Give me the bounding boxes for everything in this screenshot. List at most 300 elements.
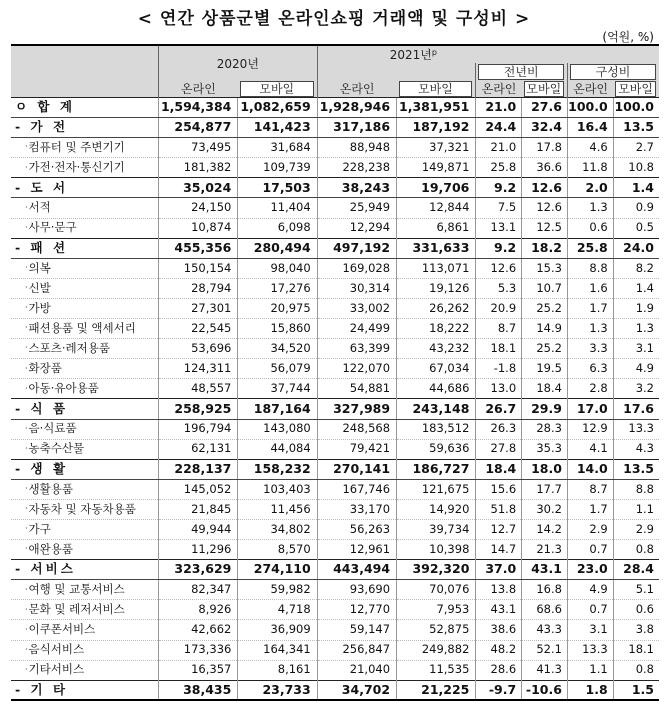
bullet-icon: ·	[25, 544, 28, 554]
cell-share-mobile: 10.8	[613, 158, 659, 178]
cell-mobile-2020: 11,404	[238, 198, 317, 218]
cell-mobile-2021: 19,126	[397, 278, 476, 298]
cell-online-2020: 196,794	[159, 419, 238, 439]
row-label-text: 사무·문구	[28, 220, 77, 235]
cell-online-2021: 93,690	[317, 580, 396, 600]
cell-share-online: 2.9	[567, 519, 613, 539]
table-row-subcategory	[11, 620, 659, 640]
row-label-text: 음·식료품	[28, 421, 77, 436]
table-row-category	[11, 118, 659, 138]
cell-mobile-2021: 26,262	[397, 298, 476, 318]
cell-online-2020: 22,545	[159, 319, 238, 339]
cell-online-2020: 150,154	[159, 258, 238, 278]
cell-share-online: 1.8	[567, 680, 613, 700]
cell-mobile-2020: 37,744	[238, 379, 317, 399]
cell-online-2021: 169,028	[317, 258, 396, 278]
bullet-icon: ·	[25, 303, 28, 313]
row-label	[11, 640, 159, 660]
cell-share-mobile: 3.1	[613, 339, 659, 359]
cell-share-mobile: 1.5	[613, 680, 659, 700]
cell-online-2020: 73,495	[159, 138, 238, 158]
row-label	[11, 258, 159, 278]
cell-share-mobile: 3.8	[613, 620, 659, 640]
cell-share-mobile: 24.0	[613, 238, 659, 258]
cell-mobile-2021: 1,381,951	[397, 98, 476, 118]
cell-yoy-mobile: 36.6	[522, 158, 568, 178]
row-label	[11, 319, 159, 339]
cell-mobile-2021: 10,398	[397, 540, 476, 560]
cell-mobile-2020: 44,084	[238, 439, 317, 459]
row-label-text: 패션용품 및 액세서리	[28, 320, 136, 335]
row-label	[11, 218, 159, 238]
row-label: ㅇ 합 계	[11, 98, 159, 118]
cell-online-2021: 25,949	[317, 198, 396, 218]
cell-online-2021: 270,141	[317, 459, 396, 479]
row-label-text: 문화 및 레저서비스	[28, 602, 125, 617]
row-label	[11, 660, 159, 680]
bullet-icon: ·	[25, 222, 28, 232]
header-2021-online-text: 온라인	[339, 82, 375, 96]
header-year-2020	[159, 45, 318, 81]
row-label	[11, 600, 159, 620]
cell-yoy-mobile: 15.3	[522, 258, 568, 278]
row-label-text: 이쿠폰서비스	[28, 622, 96, 637]
cell-yoy-online: -9.7	[476, 680, 522, 700]
cell-yoy-online: 21.0	[476, 98, 522, 118]
cell-mobile-2020: 34,802	[238, 519, 317, 539]
cell-share-mobile: 5.1	[613, 580, 659, 600]
cell-mobile-2021: 149,871	[397, 158, 476, 178]
row-label-text: 가방	[28, 300, 51, 315]
cell-yoy-online: 21.0	[476, 138, 522, 158]
cell-online-2021: 24,499	[317, 319, 396, 339]
cell-mobile-2020: 34,520	[238, 339, 317, 359]
row-label-text: 자동차 및 자동차용품	[28, 501, 136, 516]
cell-yoy-mobile: 41.3	[522, 660, 568, 680]
header-share-text: 구성비	[570, 64, 656, 80]
cell-online-2020: 42,662	[159, 620, 238, 640]
row-label-text: 기타서비스	[28, 662, 85, 677]
header-yoy-mobile-text: 모바일	[524, 81, 564, 97]
cell-yoy-online: -1.8	[476, 359, 522, 379]
cell-mobile-2020: 109,739	[238, 158, 317, 178]
cell-share-mobile: 4.9	[613, 359, 659, 379]
header-yoy-mobile	[522, 81, 568, 98]
table-row-subcategory	[11, 198, 659, 218]
cell-share-mobile: 1.3	[613, 319, 659, 339]
cell-share-online: 100.0	[567, 98, 613, 118]
cell-yoy-mobile: 16.8	[522, 580, 568, 600]
row-label	[11, 138, 159, 158]
cell-online-2021: 12,294	[317, 218, 396, 238]
cell-online-2020: 10,874	[159, 218, 238, 238]
cell-share-mobile: 100.0	[613, 98, 659, 118]
cell-yoy-online: 12.7	[476, 519, 522, 539]
cell-mobile-2020: 98,040	[238, 258, 317, 278]
table-row-subcategory	[11, 298, 659, 318]
table-row-subcategory	[11, 158, 659, 178]
bullet-icon: ·	[25, 443, 28, 453]
table-row-subcategory	[11, 519, 659, 539]
cell-yoy-online: 7.5	[476, 198, 522, 218]
header-year-2021-text: 2021년	[389, 47, 432, 62]
header-share-mobile-text: 모바일	[615, 81, 656, 97]
cell-mobile-2021: 183,512	[397, 419, 476, 439]
cell-online-2021: 228,238	[317, 158, 396, 178]
cell-mobile-2021: 52,875	[397, 620, 476, 640]
cell-mobile-2020: 8,161	[238, 660, 317, 680]
cell-mobile-2021: 249,882	[397, 640, 476, 660]
cell-online-2020: 455,356	[159, 238, 238, 258]
row-label	[11, 439, 159, 459]
cell-yoy-mobile: 29.9	[522, 399, 568, 419]
cell-online-2020: 38,435	[159, 680, 238, 700]
cell-share-mobile: 8.2	[613, 258, 659, 278]
cell-share-mobile: 17.6	[613, 399, 659, 419]
cell-share-online: 25.8	[567, 238, 613, 258]
cell-mobile-2021: 37,321	[397, 138, 476, 158]
table-header	[11, 45, 659, 98]
header-share-online	[567, 81, 613, 98]
cell-share-online: 1.1	[567, 660, 613, 680]
cell-online-2020: 8,926	[159, 600, 238, 620]
table-row-subcategory	[11, 600, 659, 620]
table-row-category	[11, 178, 659, 198]
cell-mobile-2020: 8,570	[238, 540, 317, 560]
cell-mobile-2020: 59,982	[238, 580, 317, 600]
cell-online-2020: 21,845	[159, 499, 238, 519]
row-label-text: 의복	[28, 260, 51, 275]
cell-online-2021: 33,002	[317, 298, 396, 318]
cell-online-2020: 48,557	[159, 379, 238, 399]
cell-share-mobile: 28.4	[613, 560, 659, 580]
cell-mobile-2020: 143,080	[238, 419, 317, 439]
cell-yoy-online: 18.1	[476, 339, 522, 359]
table-row-subcategory	[11, 138, 659, 158]
cell-online-2021: 56,263	[317, 519, 396, 539]
cell-yoy-online: 37.0	[476, 560, 522, 580]
cell-yoy-mobile: 30.2	[522, 499, 568, 519]
cell-mobile-2021: 121,675	[397, 479, 476, 499]
cell-online-2021: 63,399	[317, 339, 396, 359]
header-2021-mobile-text: 모바일	[399, 81, 473, 97]
row-label: - 도 서	[11, 178, 159, 198]
cell-share-mobile: 13.3	[613, 419, 659, 439]
cell-mobile-2020: 11,456	[238, 499, 317, 519]
cell-yoy-online: 18.4	[476, 459, 522, 479]
header-label-cell	[11, 45, 159, 98]
cell-share-online: 0.6	[567, 218, 613, 238]
table-row-category	[11, 680, 659, 700]
bullet-icon: ·	[25, 263, 28, 273]
row-label	[11, 339, 159, 359]
cell-yoy-online: 26.3	[476, 419, 522, 439]
cell-share-mobile: 0.9	[613, 198, 659, 218]
row-label	[11, 379, 159, 399]
cell-mobile-2020: 15,860	[238, 319, 317, 339]
cell-share-online: 14.0	[567, 459, 613, 479]
cell-mobile-2020: 103,403	[238, 479, 317, 499]
cell-yoy-mobile: 14.9	[522, 319, 568, 339]
header-year-2021	[317, 45, 659, 63]
bullet-icon: ·	[25, 604, 28, 614]
bullet-icon: ·	[25, 584, 28, 594]
cell-mobile-2021: 39,734	[397, 519, 476, 539]
cell-share-online: 4.9	[567, 580, 613, 600]
cell-share-online: 2.0	[567, 178, 613, 198]
cell-share-online: 1.6	[567, 278, 613, 298]
bullet-icon: ·	[25, 363, 28, 373]
row-label	[11, 540, 159, 560]
row-label-text: 가전·전자·통신기기	[28, 160, 125, 175]
cell-share-online: 8.8	[567, 258, 613, 278]
row-label-text: 가구	[28, 521, 51, 536]
cell-online-2020: 181,382	[159, 158, 238, 178]
cell-yoy-mobile: 19.5	[522, 359, 568, 379]
table-row-subcategory	[11, 379, 659, 399]
cell-share-online: 11.8	[567, 158, 613, 178]
row-label-text: 서적	[28, 200, 51, 215]
cell-share-mobile: 1.4	[613, 178, 659, 198]
cell-yoy-online: 5.3	[476, 278, 522, 298]
cell-yoy-online: 24.4	[476, 118, 522, 138]
row-label-text: 화장품	[28, 361, 62, 376]
row-label-text: 스포츠·레저용품	[28, 340, 110, 355]
cell-mobile-2020: 20,975	[238, 298, 317, 318]
cell-yoy-online: 9.2	[476, 238, 522, 258]
cell-online-2020: 254,877	[159, 118, 238, 138]
cell-mobile-2020: 36,909	[238, 620, 317, 640]
header-yoy-online-text: 온라인	[481, 82, 517, 96]
cell-mobile-2021: 70,076	[397, 580, 476, 600]
cell-online-2021: 443,494	[317, 560, 396, 580]
cell-share-online: 1.7	[567, 298, 613, 318]
cell-yoy-online: 28.6	[476, 660, 522, 680]
cell-yoy-mobile: 12.5	[522, 218, 568, 238]
row-label	[11, 519, 159, 539]
row-label	[11, 419, 159, 439]
header-2021-mobile	[397, 81, 476, 98]
cell-mobile-2021: 11,535	[397, 660, 476, 680]
cell-mobile-2021: 243,148	[397, 399, 476, 419]
bullet-icon: ·	[25, 162, 28, 172]
table-row-subcategory	[11, 580, 659, 600]
cell-online-2021: 88,948	[317, 138, 396, 158]
cell-yoy-mobile: 25.2	[522, 298, 568, 318]
cell-online-2020: 323,629	[159, 560, 238, 580]
cell-mobile-2020: 164,341	[238, 640, 317, 660]
cell-share-mobile: 0.5	[613, 218, 659, 238]
cell-yoy-mobile: 35.3	[522, 439, 568, 459]
cell-yoy-online: 20.9	[476, 298, 522, 318]
cell-mobile-2021: 186,727	[397, 459, 476, 479]
cell-online-2021: 317,186	[317, 118, 396, 138]
cell-share-online: 17.0	[567, 399, 613, 419]
cell-online-2020: 24,150	[159, 198, 238, 218]
data-table	[11, 44, 659, 701]
header-2020-online-text: 온라인	[181, 82, 216, 96]
table-body	[11, 98, 659, 701]
bullet-icon: ·	[25, 484, 28, 494]
cell-share-mobile: 2.7	[613, 138, 659, 158]
cell-share-mobile: 18.1	[613, 640, 659, 660]
cell-mobile-2020: 158,232	[238, 459, 317, 479]
row-label	[11, 359, 159, 379]
cell-online-2021: 54,881	[317, 379, 396, 399]
header-yoy-text: 전년비	[478, 64, 564, 80]
cell-yoy-mobile: 43.1	[522, 560, 568, 580]
cell-yoy-online: 13.8	[476, 580, 522, 600]
cell-yoy-mobile: -10.6	[522, 680, 568, 700]
cell-yoy-mobile: 28.3	[522, 419, 568, 439]
cell-mobile-2021: 331,633	[397, 238, 476, 258]
header-yoy	[476, 63, 568, 81]
cell-mobile-2020: 31,684	[238, 138, 317, 158]
cell-share-mobile: 4.3	[613, 439, 659, 459]
cell-yoy-mobile: 18.0	[522, 459, 568, 479]
cell-yoy-online: 12.6	[476, 258, 522, 278]
header-share-online-text: 온라인	[573, 82, 608, 96]
cell-mobile-2021: 44,686	[397, 379, 476, 399]
table-row-subcategory	[11, 319, 659, 339]
header-2020-mobile-text: 모바일	[240, 81, 314, 97]
row-label-text: 농축수산물	[28, 441, 85, 456]
cell-share-online: 3.1	[567, 620, 613, 640]
table-row-subcategory	[11, 258, 659, 278]
table-row-category	[11, 238, 659, 258]
cell-share-online: 6.3	[567, 359, 613, 379]
row-label-text: 음식서비스	[28, 642, 85, 657]
cell-mobile-2020: 23,733	[238, 680, 317, 700]
table-row-subcategory	[11, 359, 659, 379]
cell-mobile-2021: 187,192	[397, 118, 476, 138]
cell-yoy-online: 15.6	[476, 479, 522, 499]
cell-online-2021: 12,961	[317, 540, 396, 560]
bullet-icon: ·	[25, 423, 28, 433]
bullet-icon: ·	[25, 142, 28, 152]
cell-online-2021: 59,147	[317, 620, 396, 640]
row-label	[11, 198, 159, 218]
cell-mobile-2020: 274,110	[238, 560, 317, 580]
cell-online-2020: 16,357	[159, 660, 238, 680]
header-share-mobile	[613, 81, 659, 98]
cell-yoy-online: 13.0	[476, 379, 522, 399]
cell-mobile-2021: 59,636	[397, 439, 476, 459]
cell-online-2021: 1,928,946	[317, 98, 396, 118]
table-row-subcategory	[11, 439, 659, 459]
cell-yoy-online: 25.8	[476, 158, 522, 178]
cell-share-online: 0.7	[567, 540, 613, 560]
cell-yoy-online: 43.1	[476, 600, 522, 620]
cell-mobile-2021: 12,844	[397, 198, 476, 218]
cell-share-mobile: 0.8	[613, 540, 659, 560]
cell-share-mobile: 13.5	[613, 459, 659, 479]
bullet-icon: ·	[25, 524, 28, 534]
bullet-icon: ·	[25, 283, 28, 293]
cell-share-online: 8.7	[567, 479, 613, 499]
bullet-icon: ·	[25, 624, 28, 634]
cell-mobile-2021: 7,953	[397, 600, 476, 620]
cell-online-2020: 27,301	[159, 298, 238, 318]
cell-online-2021: 256,847	[317, 640, 396, 660]
cell-yoy-online: 26.7	[476, 399, 522, 419]
cell-yoy-mobile: 18.4	[522, 379, 568, 399]
bullet-icon: ·	[25, 504, 28, 514]
row-label	[11, 278, 159, 298]
table-row-total	[11, 98, 659, 118]
row-label	[11, 620, 159, 640]
cell-yoy-online: 27.8	[476, 439, 522, 459]
cell-share-online: 1.7	[567, 499, 613, 519]
table-row-subcategory	[11, 218, 659, 238]
cell-yoy-mobile: 17.7	[522, 479, 568, 499]
cell-online-2020: 35,024	[159, 178, 238, 198]
table-row-subcategory	[11, 660, 659, 680]
cell-online-2021: 38,243	[317, 178, 396, 198]
cell-mobile-2021: 392,320	[397, 560, 476, 580]
table-row-category	[11, 459, 659, 479]
cell-share-online: 1.3	[567, 198, 613, 218]
cell-mobile-2021: 14,920	[397, 499, 476, 519]
cell-online-2021: 497,192	[317, 238, 396, 258]
cell-share-online: 1.3	[567, 319, 613, 339]
cell-share-mobile: 0.6	[613, 600, 659, 620]
cell-online-2021: 122,070	[317, 359, 396, 379]
cell-mobile-2021: 19,706	[397, 178, 476, 198]
row-label	[11, 158, 159, 178]
cell-mobile-2021: 6,861	[397, 218, 476, 238]
cell-share-mobile: 8.8	[613, 479, 659, 499]
cell-share-online: 3.3	[567, 339, 613, 359]
cell-mobile-2021: 21,225	[397, 680, 476, 700]
table-row-subcategory	[11, 339, 659, 359]
row-label: - 패 션	[11, 238, 159, 258]
row-label	[11, 298, 159, 318]
cell-yoy-mobile: 10.7	[522, 278, 568, 298]
bullet-icon: ·	[25, 664, 28, 674]
cell-mobile-2021: 43,232	[397, 339, 476, 359]
row-label-text: 신발	[28, 280, 51, 295]
cell-online-2020: 258,925	[159, 399, 238, 419]
table-row-subcategory	[11, 278, 659, 298]
header-2021-online	[317, 81, 396, 98]
header-year-2020-text: 2020년	[216, 56, 259, 71]
cell-online-2020: 11,296	[159, 540, 238, 560]
cell-online-2021: 21,040	[317, 660, 396, 680]
cell-online-2021: 327,989	[317, 399, 396, 419]
cell-yoy-online: 48.2	[476, 640, 522, 660]
bullet-icon: ·	[25, 323, 28, 333]
cell-online-2020: 49,944	[159, 519, 238, 539]
cell-online-2021: 33,170	[317, 499, 396, 519]
cell-mobile-2020: 187,164	[238, 399, 317, 419]
cell-online-2020: 124,311	[159, 359, 238, 379]
bullet-icon: ·	[25, 644, 28, 654]
cell-mobile-2020: 1,082,659	[238, 98, 317, 118]
cell-yoy-mobile: 12.6	[522, 198, 568, 218]
cell-online-2021: 12,770	[317, 600, 396, 620]
cell-mobile-2020: 280,494	[238, 238, 317, 258]
cell-share-online: 12.9	[567, 419, 613, 439]
cell-share-mobile: 3.2	[613, 379, 659, 399]
cell-yoy-mobile: 21.3	[522, 540, 568, 560]
table-row-subcategory	[11, 419, 659, 439]
cell-online-2020: 28,794	[159, 278, 238, 298]
cell-yoy-online: 38.6	[476, 620, 522, 640]
cell-yoy-online: 9.2	[476, 178, 522, 198]
cell-share-online: 13.3	[567, 640, 613, 660]
header-year-2021-sup: p	[431, 47, 437, 57]
